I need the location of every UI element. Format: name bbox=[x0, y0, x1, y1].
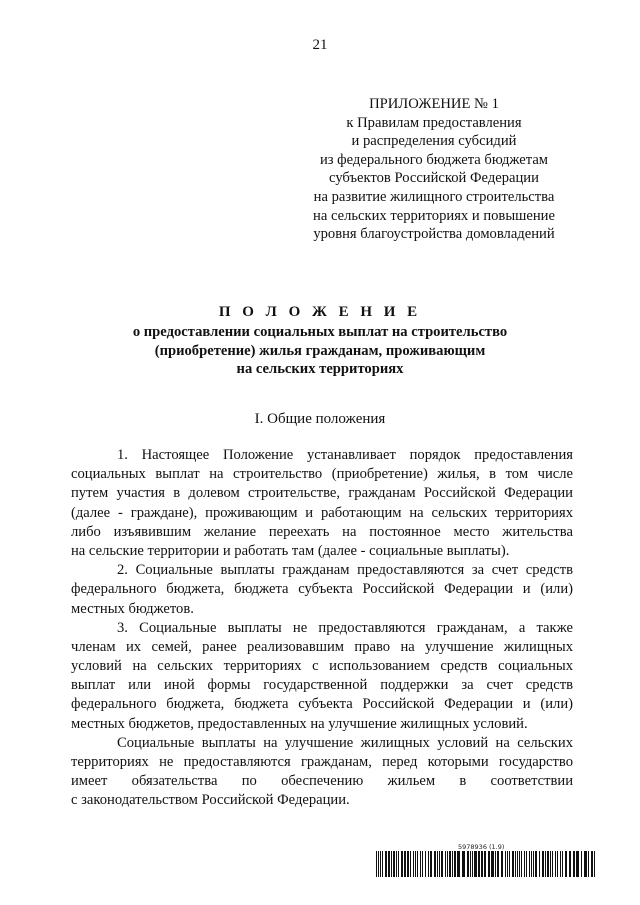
paragraph-1-line: на сельские территории и работать там (далее - социальные выплаты). bbox=[71, 542, 510, 559]
barcode-number: 5978936 (1.9) bbox=[458, 843, 505, 851]
appendix-line: на сельских территориях и повышение bbox=[313, 207, 555, 224]
document-title: П О Л О Ж Е Н И Е bbox=[218, 304, 422, 320]
appendix-line: уровня благоустройства домовладений bbox=[313, 226, 555, 243]
appendix-line: и распределения субсидий bbox=[351, 133, 517, 150]
paragraph-2-line: 2. Социальные выплаты гражданам предоставляются за счет средств bbox=[117, 562, 573, 579]
subtitle-line: (приобретение) жилья гражданам, проживающим bbox=[154, 342, 486, 359]
appendix-line: субъектов Российской Федерации bbox=[329, 170, 539, 187]
paragraph-4-line: с законодательством Российской Федерации. bbox=[71, 792, 350, 809]
paragraph-1-line: 1. Настоящее Положение устанавливает порядок предоставления bbox=[117, 447, 573, 463]
paragraph-3-line: местных бюджетов, предоставленных на улучшение жилищных условий. bbox=[71, 715, 528, 732]
appendix-header bbox=[300, 95, 568, 244]
page-number: 21 bbox=[312, 37, 328, 53]
paragraph-1-line: путем участия в долевом строительстве, гражданам Российской Федерации bbox=[71, 485, 573, 502]
appendix-line: к Правилам предоставления bbox=[346, 114, 522, 131]
barcode-icon bbox=[376, 851, 595, 877]
body-text bbox=[71, 446, 573, 811]
section-heading: I. Общие положения bbox=[254, 411, 386, 427]
subtitle-line: на сельских территориях bbox=[236, 361, 404, 378]
paragraph-3-line: федерального бюджета, бюджета субъекта Российской Федерации и (или) bbox=[71, 696, 573, 713]
paragraph-1-line: социальных выплат на строительство (приобретение) жилья, в том числе bbox=[71, 466, 573, 483]
paragraph-4-line: имеет обязательства по обеспечению жильем в соответствии bbox=[71, 773, 573, 790]
paragraph-2-line: федерального бюджета, бюджета субъекта Российской Федерации и (или) bbox=[71, 581, 573, 598]
appendix-line: ПРИЛОЖЕНИЕ № 1 bbox=[369, 96, 499, 112]
paragraph-3-line: членам их семей, ранее реализовавшим право на улучшение жилищных bbox=[71, 638, 573, 655]
document-subtitle bbox=[0, 323, 640, 379]
paragraph-4-line: территориях не предоставляются гражданам, перед которыми государство bbox=[71, 754, 573, 770]
subtitle-line: о предоставлении социальных выплат на строительство bbox=[132, 324, 508, 340]
paragraph-1-line: либо изъявившим желание переехать на постоянное место жительства bbox=[71, 523, 573, 540]
paragraph-3-line: условий на сельских территориях с использованием средств социальных bbox=[71, 658, 573, 675]
appendix-line: из федерального бюджета бюджетам bbox=[319, 151, 549, 168]
paragraph-2-line: местных бюджетов. bbox=[71, 600, 194, 617]
paragraph-1-line: (далее - граждане), проживающим и работающим на сельских территориях bbox=[71, 504, 573, 521]
paragraph-3-line: выплат или иной формы государственной поддержки за счет средств bbox=[71, 677, 573, 694]
paragraph-3-line: 3. Социальные выплаты не предоставляются гражданам, а также bbox=[117, 619, 573, 636]
appendix-line: на развитие жилищного строительства bbox=[313, 188, 555, 205]
paragraph-4-line: Социальные выплаты на улучшение жилищных условий на сельских bbox=[117, 734, 573, 751]
